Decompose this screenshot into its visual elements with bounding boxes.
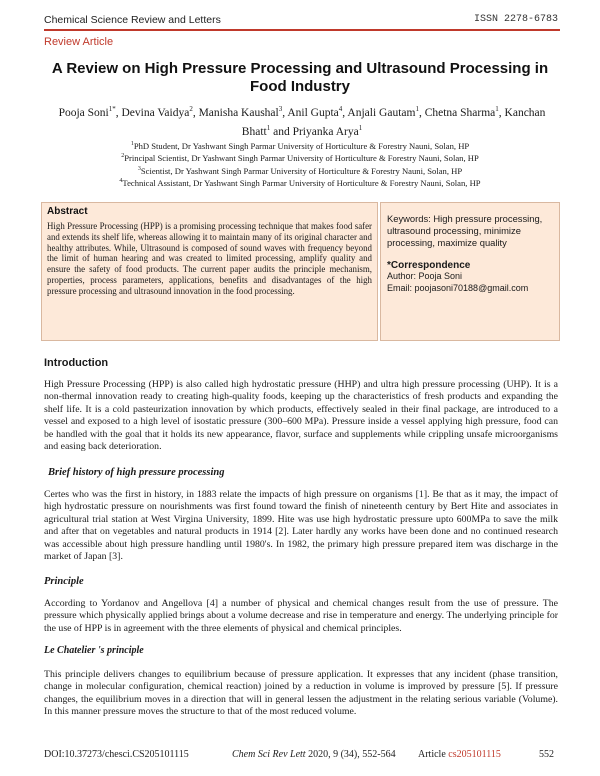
journal-name: Chemical Science Review and Letters: [44, 14, 221, 26]
footer-article-id: Article cs205101115: [418, 749, 501, 760]
author-name: Pooja Soni: [58, 106, 109, 119]
section-text-introduction: High Pressure Processing (HPP) is also called high hydrostatic pressure (HHP) and ultra high pressure processing (UHP). It is a non-thermal innovation ready to creating high-quality foods, keeping up the characteristics of fresh products and expanding the shelf life. It is a cold pasteurization innovation by which products, effectively sealed in their final package, are introduced to a vessel and exposed to a high level of isostatic pressure (300–600 MPa). Pressure inside a vessel applying high pressure, food can be handled with the goal that it holds its new appearance, flavor, surface and supplements while crippling unsafe microorganisms and easing back deterioration.: [44, 379, 558, 453]
paper-title: A Review on High Pressure Processing and Ultrasound Processing in Food Industry: [51, 60, 549, 95]
section-text-principle: According to Yordanov and Angellova [4] a number of physical and chemical changes result from the use of pressure. The pressure which physically applied brings about a volume decrease and rise in temperature and energy. The underlying principle for the use of HPP is in agreement with the three elements of physical and chemical principles.: [44, 598, 558, 634]
affiliation-list: [80, 139, 520, 189]
author-name: Chetna Sharma: [424, 106, 496, 119]
section-text-le-chatelier: This principle delivers changes to equilibrium because of pressure application. It expresses that any incident (phase transition, change in molecular configuration, chemical reaction) joined by a reduction in volume is improved by pressure [5]. If pressure changes, the equilibrium moves in a direction that will in general lessen the adjustment in the relating serious variable (Volume). In this manner pressure moves the structure to that of the most reduced volume.: [44, 669, 558, 718]
author-sup: 4: [338, 105, 343, 113]
header-rule: [44, 29, 560, 31]
author-list: Pooja Soni$^{1*}$, Devina Vaidya$^2$, Manisha Kaushal$^3$, Anil Gupta$^4$, Anjali Gautam$^1$, Chetna Sharma$^1$, Kanchan Bhatt$^1$ and Priyanka Arya$^1$: [58, 105, 546, 138]
abstract-heading: Abstract: [47, 206, 88, 217]
article-type: Review Article: [44, 36, 114, 48]
issn: ISSN 2278-6783: [473, 14, 558, 25]
correspondence-email[interactable]: Email: poojasoni70188@gmail.com: [387, 282, 529, 293]
affiliation: $^4$Technical Assistant, Dr Yashwant Singh Parmar University of Horticulture & Forestry Nauni, Solan, HP: [119, 178, 481, 189]
correspondence-author: Author: Pooja Soni: [387, 271, 463, 281]
author-sup: 1*: [108, 105, 116, 113]
author-name: Anil Gupta: [287, 106, 339, 119]
footer-doi[interactable]: DOI:10.37273/chesci.CS205101115: [44, 749, 189, 760]
author-sup: 2: [189, 105, 193, 113]
section-heading-brief-history: Brief history of high pressure processing: [48, 467, 225, 478]
section-heading-le-chatelier: Le Chatelier 's principle: [44, 645, 144, 656]
affiliation: $^3$Scientist, Dr Yashwant Singh Parmar University of Horticulture & Forestry Nauni, Solan, HP: [137, 165, 463, 176]
correspondence-heading: *Correspondence: [387, 260, 471, 271]
author-name: Kanchan Bhatt: [241, 106, 546, 138]
author-sup: 1: [415, 105, 419, 113]
section-heading-principle: Principle: [44, 576, 84, 587]
author-sup: 3: [278, 105, 283, 113]
affiliation: $^2$Principal Scientist, Dr Yashwant Singh Parmar University of Horticulture & Forestry Nauni, Solan, HP: [121, 153, 479, 164]
keywords-box: [380, 202, 560, 341]
footer-citation: Chem Sci Rev Lett 2020, 9 (34), 552-564: [232, 749, 396, 760]
author-name: Priyanka Arya: [292, 125, 359, 138]
author-name: Manisha Kaushal: [198, 106, 279, 119]
author-name: Anjali Gautam: [347, 106, 416, 119]
author-name: Devina Vaidya: [121, 106, 190, 119]
page-number: 552: [539, 749, 554, 760]
author-sup: 1: [266, 123, 271, 132]
section-text-brief-history: Certes who was the first in history, in 1883 relate the impacts of high pressure on organisms [1]. Be that as it may, the impact of high hydrostatic pressure on nourishments was first found toward the finish of nineteenth century by Bert Hite and associates in agricultural trial station at West Virgina University, 1899. Hite was use high hydrostatic pressure upto 600MPa to save the milk and after that on vegetables and natural products in 1914 [2]. Later hardly any works have been done and no continued research was accessible about high pressure handling until 1980's. In 1982, the primary high pressure prepared item was discharge in the market of Japan [3].: [44, 489, 558, 563]
keywords: Keywords: High pressure processing, ultrasound processing, minimize processing, maximize quality: [387, 213, 543, 248]
abstract-text: High Pressure Processing (HPP) is a promising processing technique that makes food safer and extends its shelf life, whereas allowing it to maintain many of its original character and healthy attributes. While, Ultrasound is composed of sound waves with frequency beyond the limit of human hearing and was created to limited processing, amplify quality and ensure the safety of food products. The current paper audits the principle mechanism, properties, process parameters, applications, benefits and disadvantages of the high pressure processing and ultrasound innovation in the food processing.: [47, 221, 372, 296]
author-sup: 1: [358, 123, 363, 132]
abstract-box: [41, 202, 378, 341]
author-sup: 1: [495, 105, 499, 113]
section-heading-introduction: Introduction: [44, 357, 109, 369]
affiliation: $^1$PhD Student, Dr Yashwant Singh Parmar University of Horticulture & Forestry Nauni, Solan, HP: [130, 140, 470, 151]
